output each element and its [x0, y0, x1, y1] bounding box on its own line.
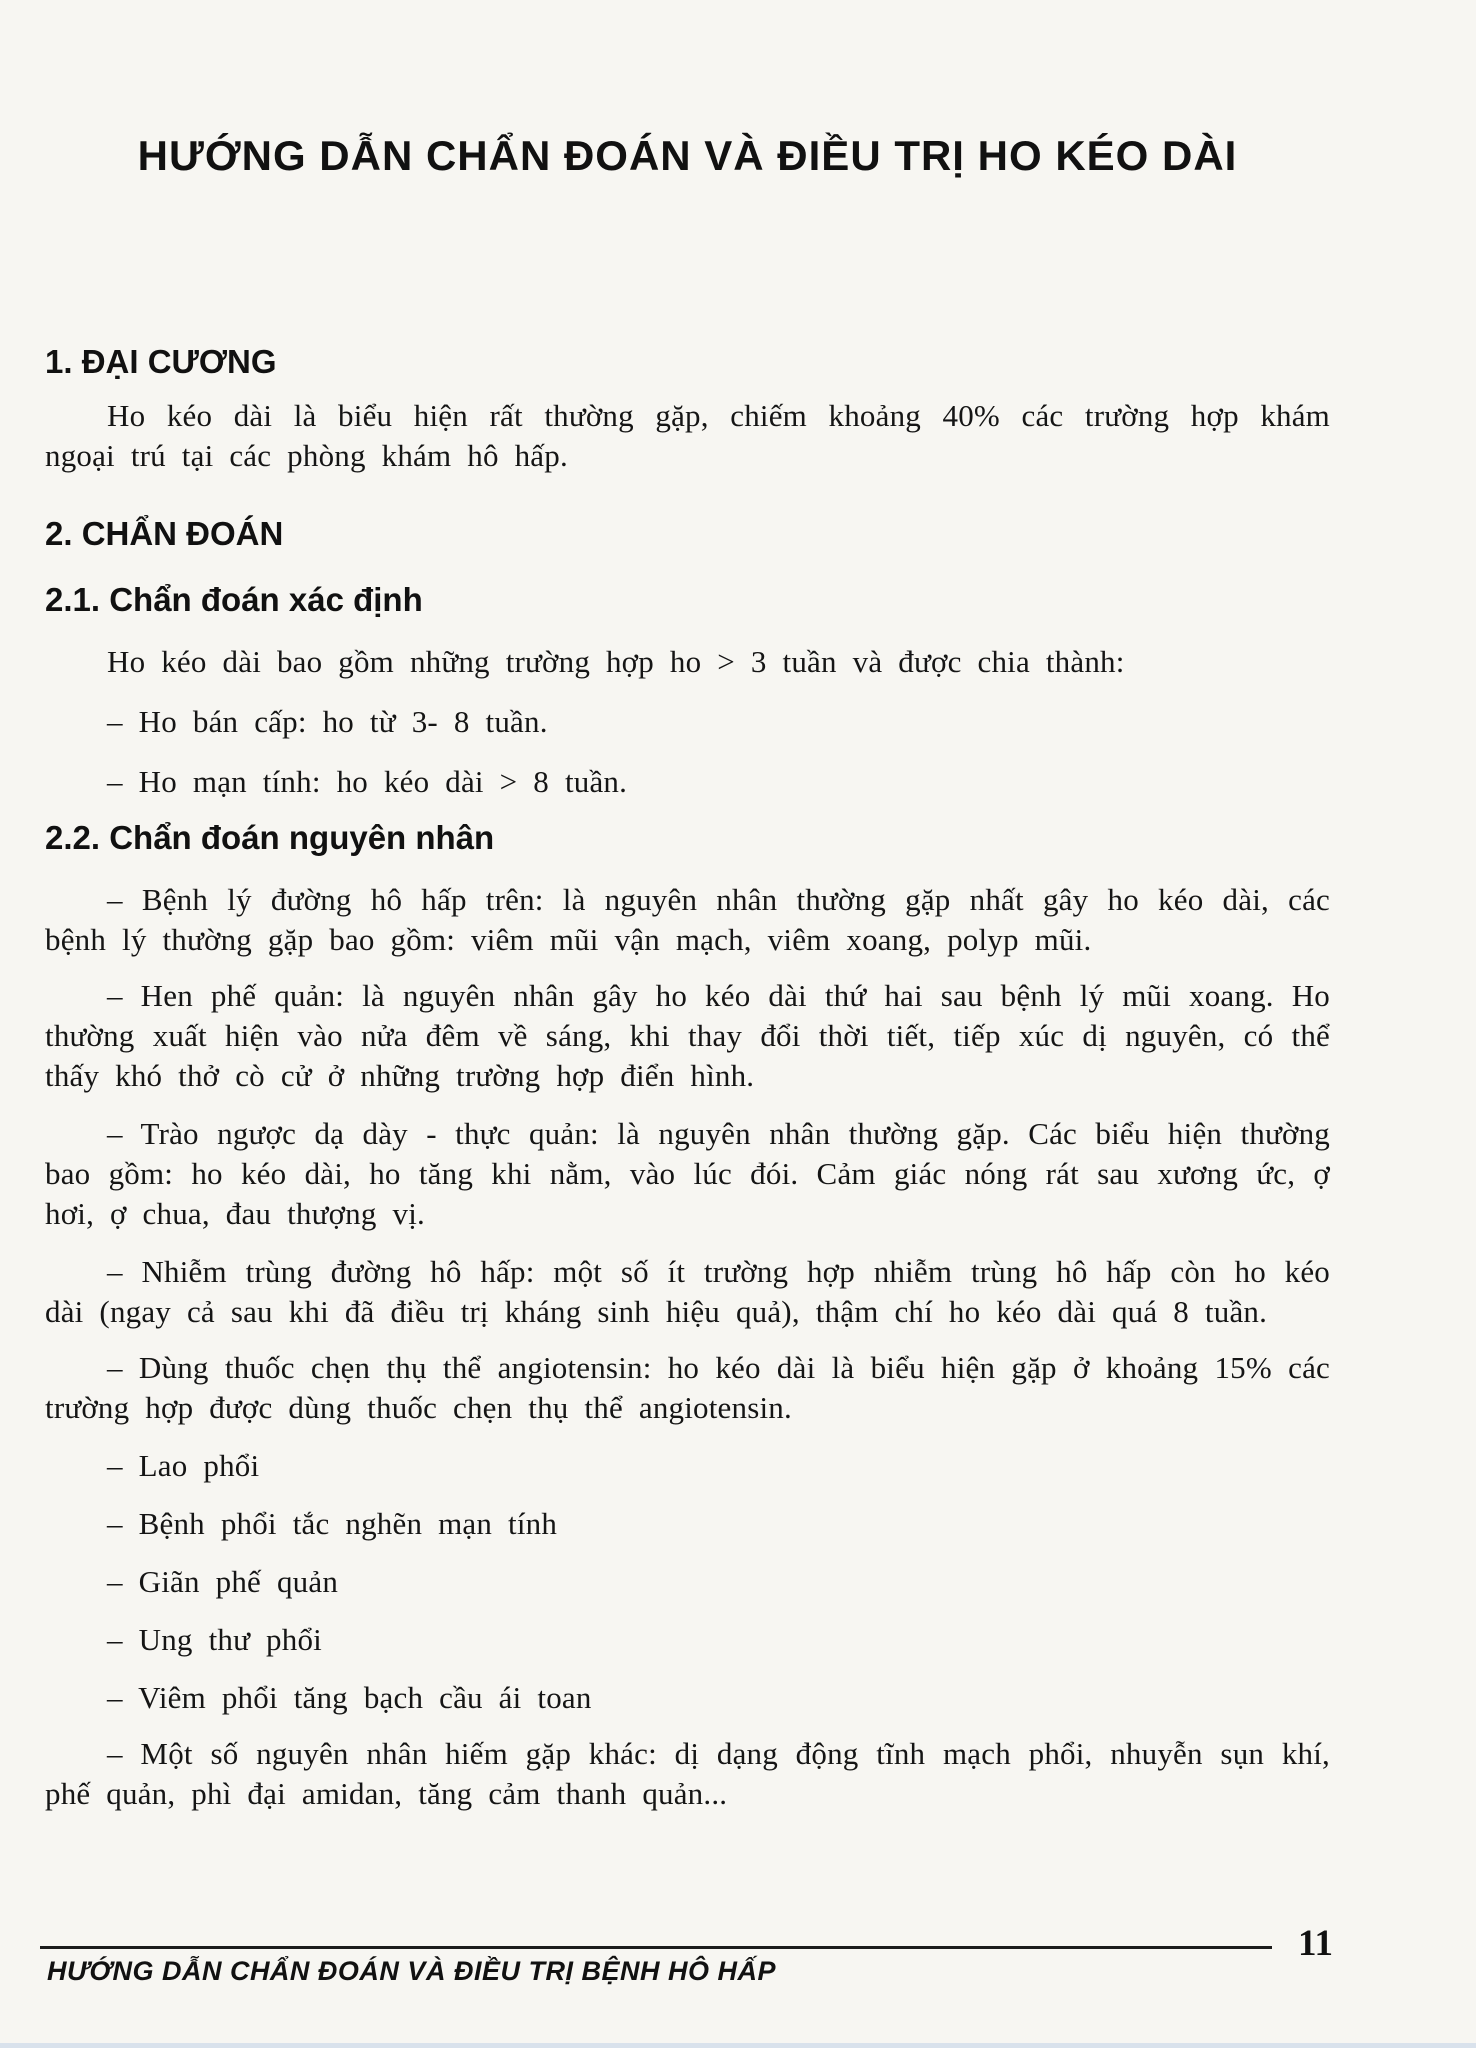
footer-rule: [40, 1946, 1272, 1949]
cause-item-angiotensin-drugs: – Dùng thuốc chẹn thụ thể angiotensin: ho kéo dài là biểu hiện gặp ở khoảng 15% các trường hợp được dùng thuốc chẹn thụ thể angiotensin.: [45, 1350, 1330, 1425]
cause-item-respiratory-infection: – Nhiễm trùng đường hô hấp: một số ít trường hợp nhiễm trùng hô hấp còn ho kéo dài (ngay cả sau khi đã điều trị kháng sinh hiệu quả), thậm chí ho kéo dài quá 8 tuần.: [45, 1254, 1330, 1329]
document-title: HƯỚNG DẪN CHẨN ĐOÁN VÀ ĐIỀU TRỊ HO KÉO DÀI: [137, 132, 1238, 179]
cause-item-asthma: – Hen phế quản: là nguyên nhân gây ho kéo dài thứ hai sau bệnh lý mũi xoang. Ho thường xuất hiện vào nửa đêm về sáng, khi thay đổi thời tiết, tiếp xúc dị nguyên, có thể thấy khó thở cò cử ở những trường hợp điển hình.: [45, 978, 1330, 1093]
cause-item-reflux: – Trào ngược dạ dày - thực quản: là nguyên nhân thường gặp. Các biểu hiện thường bao gồm: ho kéo dài, ho tăng khi nằm, vào lúc đói. Cảm giác nóng rát sau xương ức, ợ hơi, ợ chua, đau thượng vị.: [45, 1116, 1330, 1231]
page-number: 11: [1298, 1923, 1333, 1964]
cause-item-lung-cancer: – Ung thư phổi: [107, 1622, 322, 1657]
cause-item-rare-causes: – Một số nguyên nhân hiếm gặp khác: dị dạng động tĩnh mạch phổi, nhuyễn sụn khí, phế quản, phì đại amidan, tăng cảm thanh quản...: [45, 1736, 1330, 1811]
cause-item-eosinophilic-pneumonia: – Viêm phổi tăng bạch cầu ái toan: [107, 1680, 592, 1715]
cause-item-copd: – Bệnh phổi tắc nghẽn mạn tính: [107, 1506, 558, 1541]
list-item-chronic-cough: – Ho mạn tính: ho kéo dài > 8 tuần.: [107, 764, 628, 799]
cause-item-bronchiectasis: – Giãn phế quản: [107, 1564, 339, 1599]
paragraph-confirm-intro: Ho kéo dài bao gồm những trường hợp ho > 3 tuần và được chia thành:: [107, 644, 1125, 679]
paragraph-general: Ho kéo dài là biểu hiện rất thường gặp, chiếm khoảng 40% các trường hợp khám ngoại trú tại các phòng khám hô hấp.: [45, 398, 1330, 473]
section-heading-diagnosis: 2. CHẨN ĐOÁN: [45, 515, 284, 552]
footer-book-title: HƯỚNG DẪN CHẨN ĐOÁN VÀ ĐIỀU TRỊ BỆNH HÔ HẤP: [47, 1956, 776, 1986]
subsection-heading-cause: 2.2. Chẩn đoán nguyên nhân: [45, 819, 495, 856]
cause-item-tuberculosis: – Lao phổi: [107, 1448, 260, 1483]
list-item-subacute-cough: – Ho bán cấp: ho từ 3- 8 tuần.: [107, 704, 548, 739]
document-content: [45, 130, 1330, 1814]
subsection-heading-confirm: 2.1. Chẩn đoán xác định: [45, 581, 423, 618]
cause-item-upper-airway: – Bệnh lý đường hô hấp trên: là nguyên nhân thường gặp nhất gây ho kéo dài, các bệnh lý thường gặp bao gồm: viêm mũi vận mạch, viêm xoang, polyp mũi.: [45, 882, 1330, 957]
section-heading-general: 1. ĐẠI CƯƠNG: [45, 343, 277, 380]
scanner-edge-artifact: [0, 2043, 1476, 2048]
